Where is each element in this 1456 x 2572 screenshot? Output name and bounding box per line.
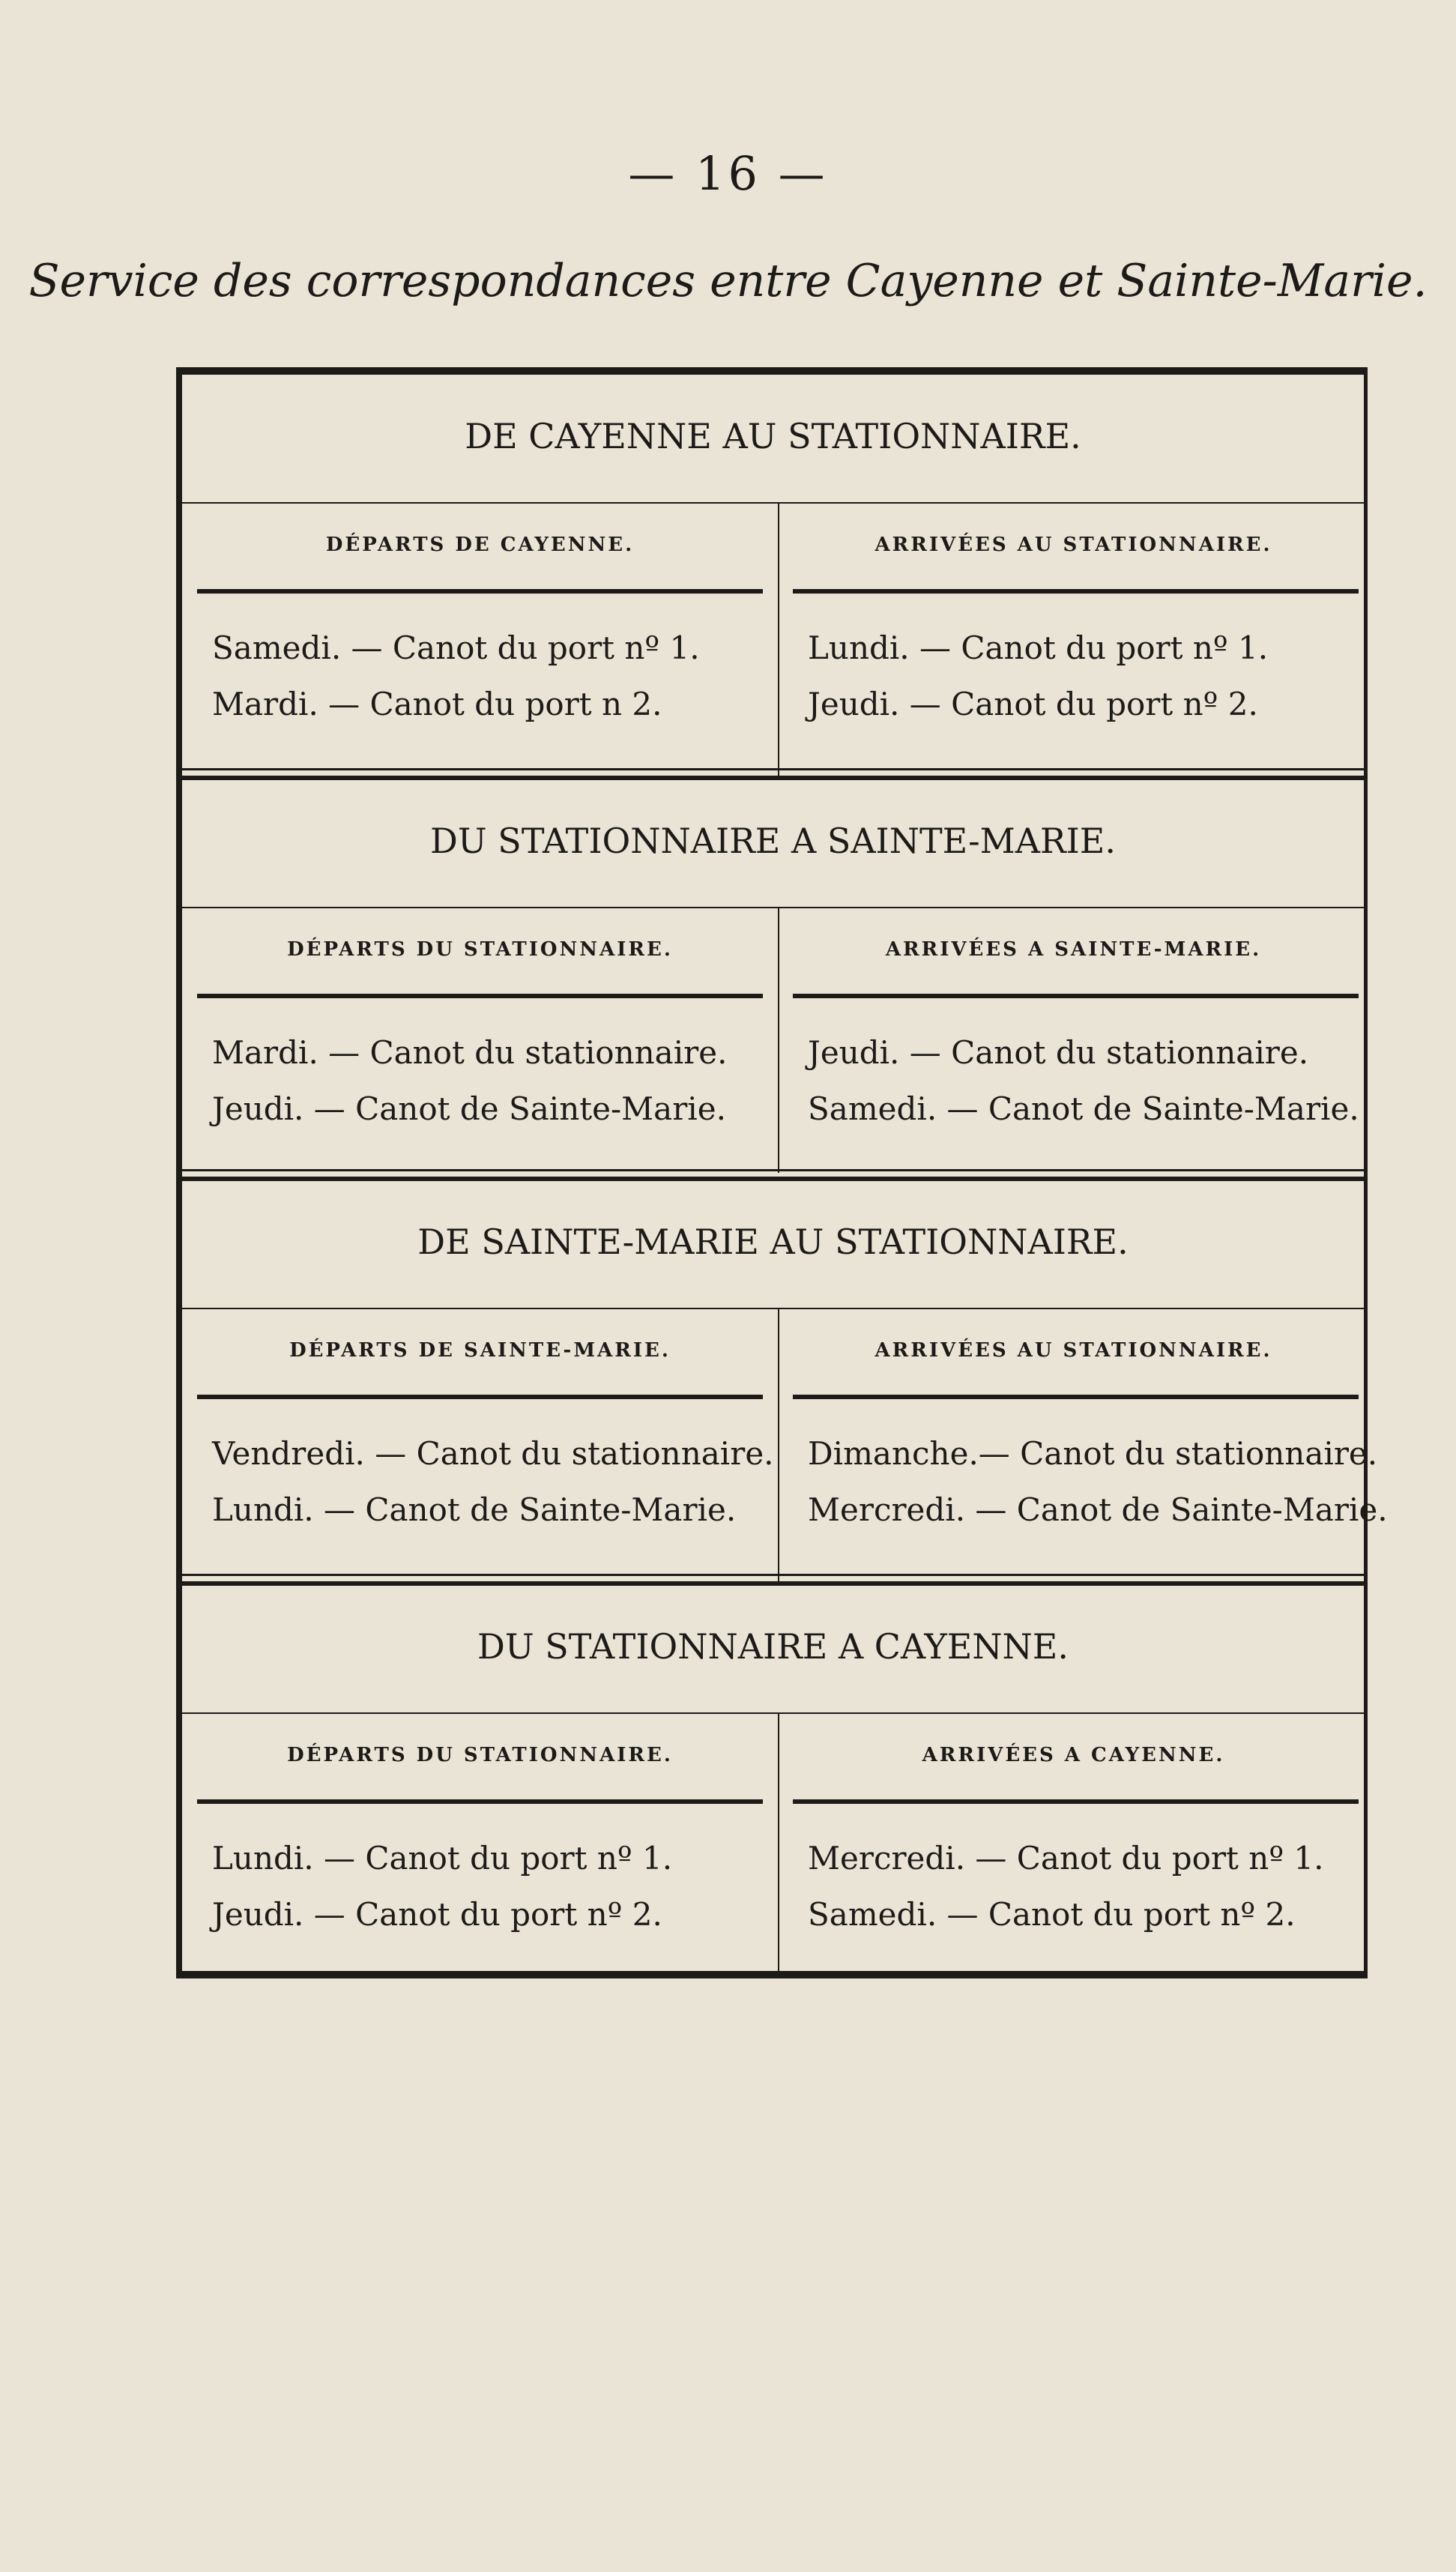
page-number: — 16 — [628,146,828,201]
section-cayenne-stationnaire [182,375,1364,776]
right-column-header: ARRIVÉES AU STATIONNAIRE. [874,534,1272,556]
right-row: Mercredi. — Canot de Sainte-Marie. [808,1491,1388,1528]
section-sainte-marie-stationnaire [182,1180,1388,1581]
left-column-header: DÉPARTS DU STATIONNAIRE. [287,1744,673,1766]
right-column-header: ARRIVÉES A SAINTE-MARIE. [885,938,1262,961]
right-row: Samedi. — Canot de Sainte-Marie. [808,1090,1359,1127]
divider [182,1712,1364,1714]
section-separator [182,1169,1364,1171]
section-separator [182,768,1364,770]
right-column-header: ARRIVÉES AU STATIONNAIRE. [874,1339,1272,1362]
header-underline [793,1395,1359,1399]
left-row: Lundi. — Canot de Sainte-Marie. [212,1491,737,1528]
left-row: Mardi. — Canot du port n 2. [212,686,662,722]
right-row: Jeudi. — Canot du stationnaire. [808,1034,1309,1071]
right-row: Lundi. — Canot du port nº 1. [808,630,1269,666]
section-title: DU STATIONNAIRE A CAYENNE. [477,1626,1069,1667]
left-row: Samedi. — Canot du port nº 1. [212,630,700,666]
left-column-header: DÉPARTS DE CAYENNE. [325,534,635,556]
right-column-header: ARRIVÉES A CAYENNE. [922,1744,1225,1766]
section-separator [182,1574,1364,1576]
section-stationnaire-sainte-marie [182,779,1364,1180]
schedule-table [176,367,1388,1978]
left-row: Jeudi. — Canot du port nº 2. [212,1896,662,1933]
divider [182,907,1364,908]
right-row: Samedi. — Canot du port nº 2. [808,1896,1296,1933]
left-row: Mardi. — Canot du stationnaire. [212,1034,728,1071]
header-underline [197,994,763,998]
section-title: DE CAYENNE AU STATIONNAIRE. [465,416,1081,456]
left-row: Jeudi. — Canot de Sainte-Marie. [212,1090,726,1127]
section-title: DU STATIONNAIRE A SAINTE-MARIE. [430,821,1116,861]
page-title: Service des correspondances entre Cayenne et Sainte-Marie. [28,255,1428,307]
right-row: Dimanche.— Canot du stationnaire. [808,1435,1378,1472]
header-underline [197,1799,763,1804]
divider [182,1308,1364,1309]
divider [182,502,1364,504]
left-column-header: DÉPARTS DE SAINTE-MARIE. [289,1339,671,1362]
header-underline [793,589,1359,594]
header-underline [793,994,1359,998]
left-column-header: DÉPARTS DU STATIONNAIRE. [287,938,673,961]
header-underline [197,1395,763,1399]
section-stationnaire-cayenne [182,1585,1364,1978]
header-underline [197,589,763,594]
header-underline [793,1799,1359,1804]
right-row: Jeudi. — Canot du port nº 2. [808,686,1258,722]
right-row: Mercredi. — Canot du port nº 1. [808,1840,1324,1877]
left-row: Vendredi. — Canot du stationnaire. [212,1435,774,1472]
left-row: Lundi. — Canot du port nº 1. [212,1840,673,1877]
section-title: DE SAINTE-MARIE AU STATIONNAIRE. [417,1222,1129,1262]
